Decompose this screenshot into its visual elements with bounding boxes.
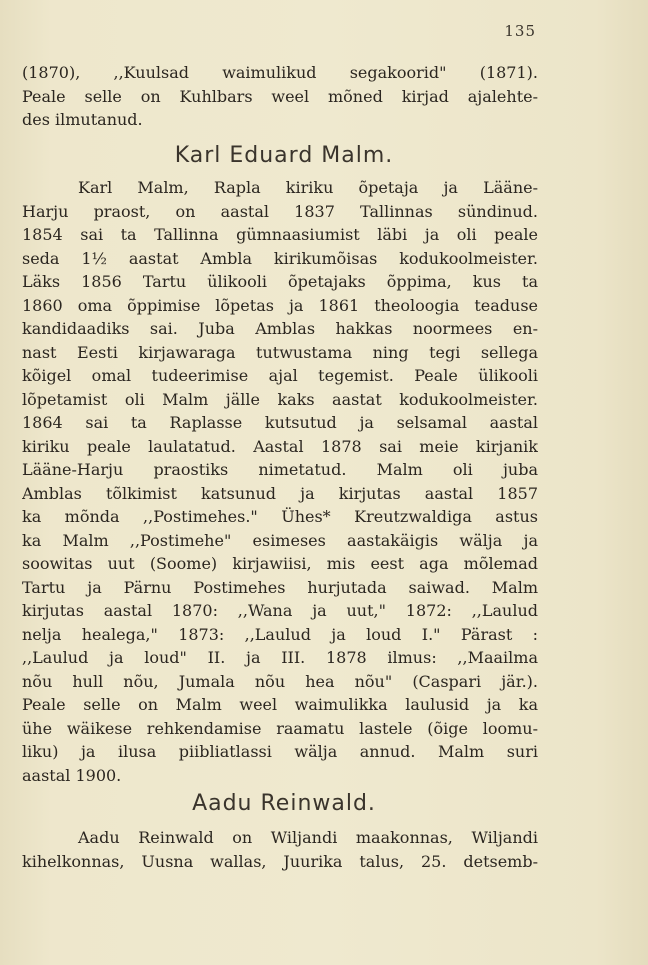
text-line: Lääne-Harju praostiks nimetatud. Malm oli juba <box>22 460 538 479</box>
reinwald-biography <box>22 826 538 873</box>
text-line: nelja healega," 1873: ,,Laulud ja loud I." Pärast : <box>22 624 538 644</box>
page-number: 135 <box>504 22 536 40</box>
text-line: kirjutas aastal 1870: ,,Wana ja uut," 1872: ,,Laulud <box>22 601 538 620</box>
text-line: (1870), ,,Kuulsad waimulikud segakoorid" (1871). <box>22 63 538 82</box>
text-line: kiriku peale laulatatud. Aastal 1878 sai meie kirjanik <box>22 436 538 456</box>
malm-biography <box>22 176 538 787</box>
text-line: kandidaadiks sai. Juba Amblas hakkas noormees en- <box>22 319 538 338</box>
text-line: liku) ja ilusa piibliatlassi wälja annud. Malm suri <box>22 742 538 761</box>
text-line: nast Eesti kirjawaraga tutwustama ning tegi sellega <box>22 342 538 362</box>
text-line: kihelkonnas, Uusna wallas, Juurika talus, 25. detsemb- <box>22 851 538 871</box>
text-line: aastal 1900. <box>22 765 122 785</box>
text-line: ka mõnda ,,Postimehes." Ühes* Kreutzwaldiga astus <box>22 507 538 526</box>
text-line: ,,Laulud ja loud" II. ja III. 1878 ilmus: ,,Maailma <box>22 648 538 667</box>
text-line: 1860 oma õppimise lõpetas ja 1861 theoloogia teaduse <box>22 295 538 315</box>
text-line: soowitas uut (Soome) kirjawiisi, mis eest aga mõlemad <box>22 554 538 573</box>
text-line: Peale selle on Malm weel waimulikka laulusid ja ka <box>22 695 538 714</box>
text-line: des ilmutanud. <box>22 110 143 129</box>
text-line: Peale selle on Kuhlbars weel mõned kirjad ajalehte- <box>22 86 538 106</box>
text-line: 1864 sai ta Raplasse kutsutud ja selsamal aastal <box>22 413 538 432</box>
text-line: Harju praost, on aastal 1837 Tallinnas sündinud. <box>22 201 538 221</box>
text-line: Karl Malm, Rapla kiriku õpetaja ja Lääne- <box>78 178 538 197</box>
text-line: nõu hull nõu, Jumala nõu hea nõu" (Caspari jär.). <box>22 671 538 691</box>
text-line: lõpetamist oli Malm jälle kaks aastat kodukoolmeister. <box>22 389 538 409</box>
text-line: ühe wäikese rehkendamise raamatu lastele (õige loomu- <box>22 718 538 738</box>
text-line: Tartu ja Pärnu Postimehes hurjutada saiwad. Malm <box>22 577 538 597</box>
section-heading-karl-eduard-malm: Karl Eduard Malm. <box>174 143 394 168</box>
section-heading-aadu-reinwald: Aadu Reinwald. <box>192 791 376 816</box>
text-line: Aadu Reinwald on Wiljandi maakonnas, Wiljandi <box>78 828 538 847</box>
text-line: 1854 sai ta Tallinna gümnaasiumist läbi ja oli peale <box>22 225 538 244</box>
intro-paragraph <box>22 61 538 132</box>
text-line: Amblas tõlkimist katsunud ja kirjutas aastal 1857 <box>22 483 538 503</box>
text-line: Läks 1856 Tartu ülikooli õpetajaks õppima, kus ta <box>22 272 538 291</box>
text-line: ka Malm ,,Postimehe" esimeses aastakäigis wälja ja <box>22 530 538 550</box>
text-line: seda 1½ aastat Ambla kirikumõisas kodukoolmeister. <box>22 248 538 268</box>
text-line: kõigel omal tudeerimise ajal tegemist. Peale ülikooli <box>22 366 538 385</box>
